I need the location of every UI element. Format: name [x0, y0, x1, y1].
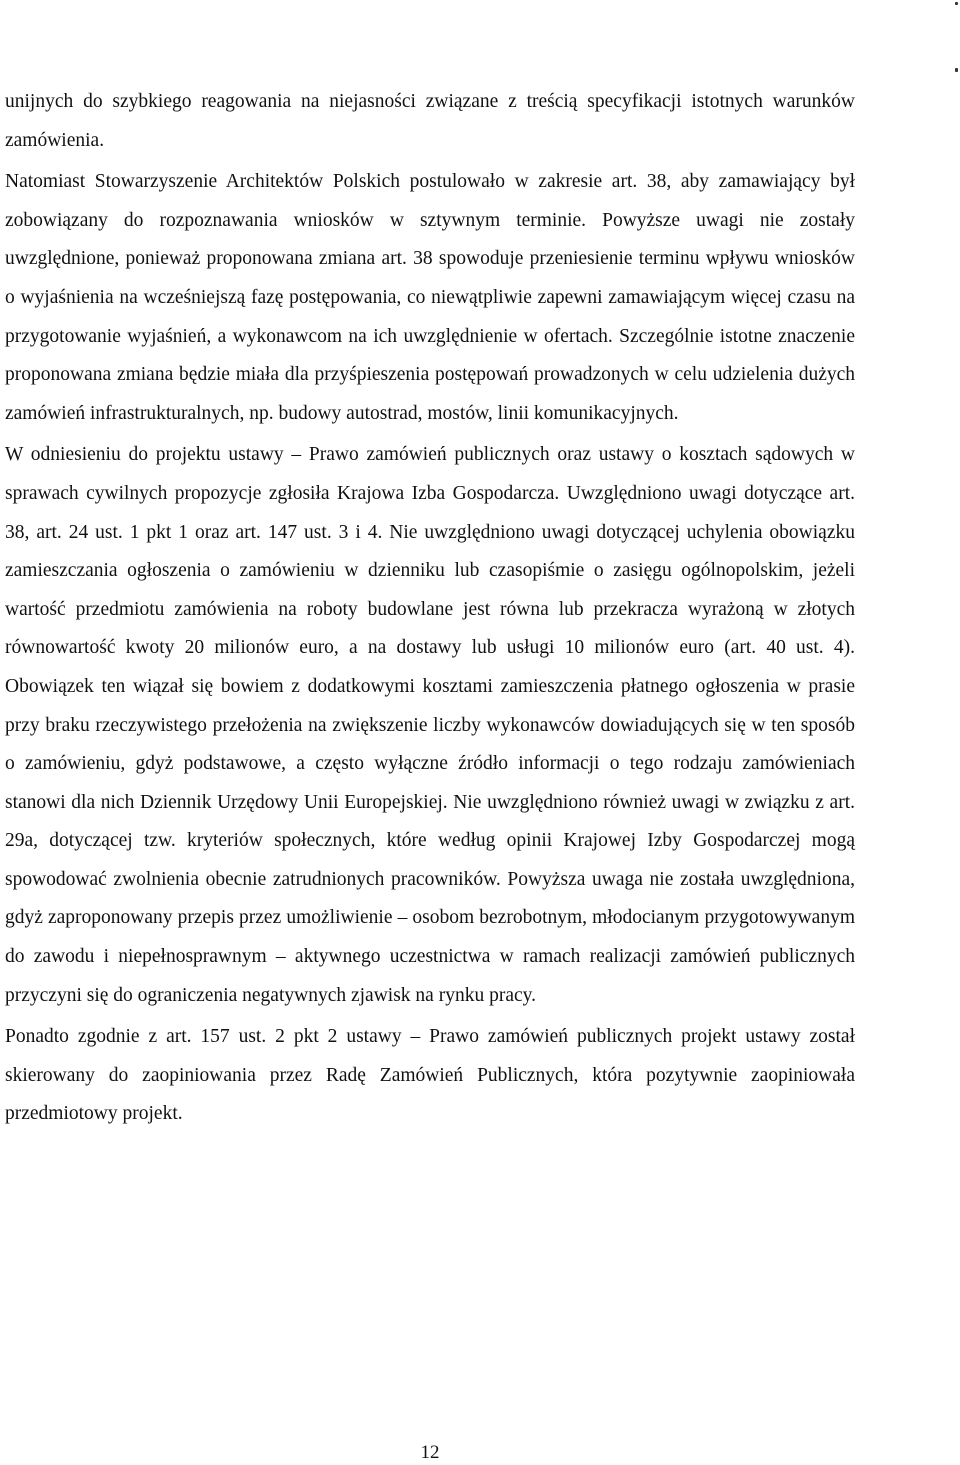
- paragraph-continuation: unijnych do szybkiego reagowania na niejasności związane z treścią specyfikacji istotnych warunków zamówienia.: [5, 91, 855, 151]
- paragraph-public-procurement-council: Ponadto zgodnie z art. 157 ust. 2 pkt 2 ustawy – Prawo zamówień publicznych projekt ustawy został skierowany do zaopiniowania przez Radę Zamówień Publicznych, która pozytywnie zaopiniowała przedmiotowy projekt.: [5, 1026, 855, 1125]
- page-number: 12: [420, 1442, 440, 1463]
- body-text: [5, 83, 855, 1134]
- scan-speck: [955, 68, 958, 72]
- scan-speck: [955, 2, 958, 5]
- paragraph-chamber-of-commerce: W odniesieniu do projektu ustawy – Prawo zamówień publicznych oraz ustawy o kosztach sądowych w sprawach cywilnych propozycje zgłosiła Krajowa Izba Gospodarcza. Uwzględniono uwagi dotyczące art. 38, art. 24 ust. 1 pkt 1 oraz art. 147 ust. 3 i 4. Nie uwzględniono uwagi dotyczącej uchylenia obowiązku zamieszczania ogłoszenia o zamówieniu w dzienniku lub czasopiśmie o zasięgu ogólnopolskim, jeżeli wartość przedmiotu zamówienia na roboty budowlane jest równa lub przekracza wyrażoną w złotych równowartość kwoty 20 milionów euro, a na dostawy lub usługi 10 milionów euro (art. 40 ust. 4). Obowiązek ten wiązał się bowiem z dodatkowymi kosztami zamieszczenia płatnego ogłoszenia w prasie przy braku rzeczywistego przełożenia na zwiększenie liczby wykonawców dowiadujących się w ten sposób o zamówieniu, gdyż podstawowe, a często wyłączne źródło informacji o tego rodzaju zamówieniach stanowi dla nich Dziennik Urzędowy Unii Europejskiej. Nie uwzględniono również uwagi w związku z art. 29a, dotyczącej tzw. kryteriów społecznych, które według opinii Krajowej Izby Gospodarczej mogą spowodować zwolnienia obecnie zatrudnionych pracowników. Powyższa uwaga nie została uwzględniona, gdyż zaproponowany przepis przez umożliwienie – osobom bezrobotnym, młodocianym przygotowywanym do zawodu i niepełnosprawnym – aktywnego uczestnictwa w ramach realizacji zamówień publicznych przyczyni się do ograniczenia negatywnych zjawisk na rynku pracy.: [5, 444, 855, 1006]
- paragraph-architects: Natomiast Stowarzyszenie Architektów Polskich postulowało w zakresie art. 38, aby zamawiający był zobowiązany do rozpoznawania wniosków w sztywnym terminie. Powyższe uwagi nie zostały uwzględnione, ponieważ proponowana zmiana art. 38 spowoduje przeniesienie terminu wpływu wniosków o wyjaśnienia na wcześniejszą fazę postępowania, co niewątpliwie zapewni zamawiającym więcej czasu na przygotowanie wyjaśnień, a wykonawcom na ich uwzględnienie w ofertach. Szczególnie istotne znaczenie proponowana zmiana będzie miała dla przyśpieszenia postępowań prowadzonych w celu udzielenia dużych zamówień infrastrukturalnych, np. budowy autostrad, mostów, linii komunikacyjnych.: [5, 171, 855, 424]
